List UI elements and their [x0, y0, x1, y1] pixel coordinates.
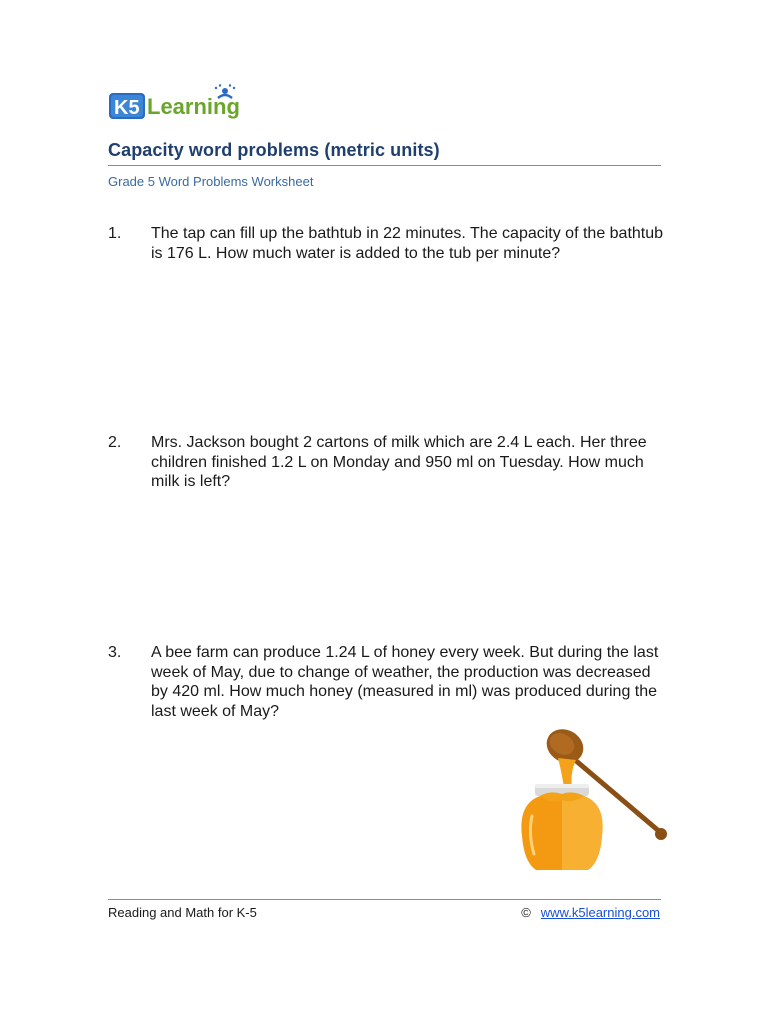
page-title: Capacity word problems (metric units)	[108, 140, 440, 160]
k5-learning-logo	[108, 84, 268, 124]
website-link[interactable]: www.k5learning.com	[540, 905, 660, 920]
footer-credit	[521, 905, 660, 920]
problem-item	[108, 433, 668, 492]
problem-text: A bee farm can produce 1.24 L of honey every week. But during the last week of May, due to change of weather, the production was decreased by 420 ml. How much honey (measured in ml) was produced during the last week of May?	[151, 644, 659, 720]
problem-item	[108, 643, 668, 721]
problem-text: The tap can fill up the bathtub in 22 minutes. The capacity of the bathtub is 176 L. How much water is added to the tub per minute?	[151, 225, 664, 262]
svg-text:K5: K5	[114, 97, 140, 119]
title-divider	[108, 165, 661, 166]
problem-item	[108, 224, 668, 263]
problem-number: 1.	[108, 225, 122, 242]
svg-text:Learning: Learning	[147, 94, 240, 119]
footer-divider	[108, 899, 661, 900]
honey-jar-with-spoon-icon	[510, 724, 675, 874]
problem-text: Mrs. Jackson bought 2 cartons of milk which are 2.4 L each. Her three children finished 1.2 L on Monday and 950 ml on Tuesday. How much milk is left?	[151, 434, 647, 490]
problem-number: 3.	[108, 644, 122, 661]
problem-number: 2.	[108, 434, 122, 451]
footer-tagline: Reading and Math for K-5	[108, 905, 257, 920]
copyright-symbol: ©	[521, 905, 531, 920]
page-subtitle: Grade 5 Word Problems Worksheet	[108, 174, 314, 189]
